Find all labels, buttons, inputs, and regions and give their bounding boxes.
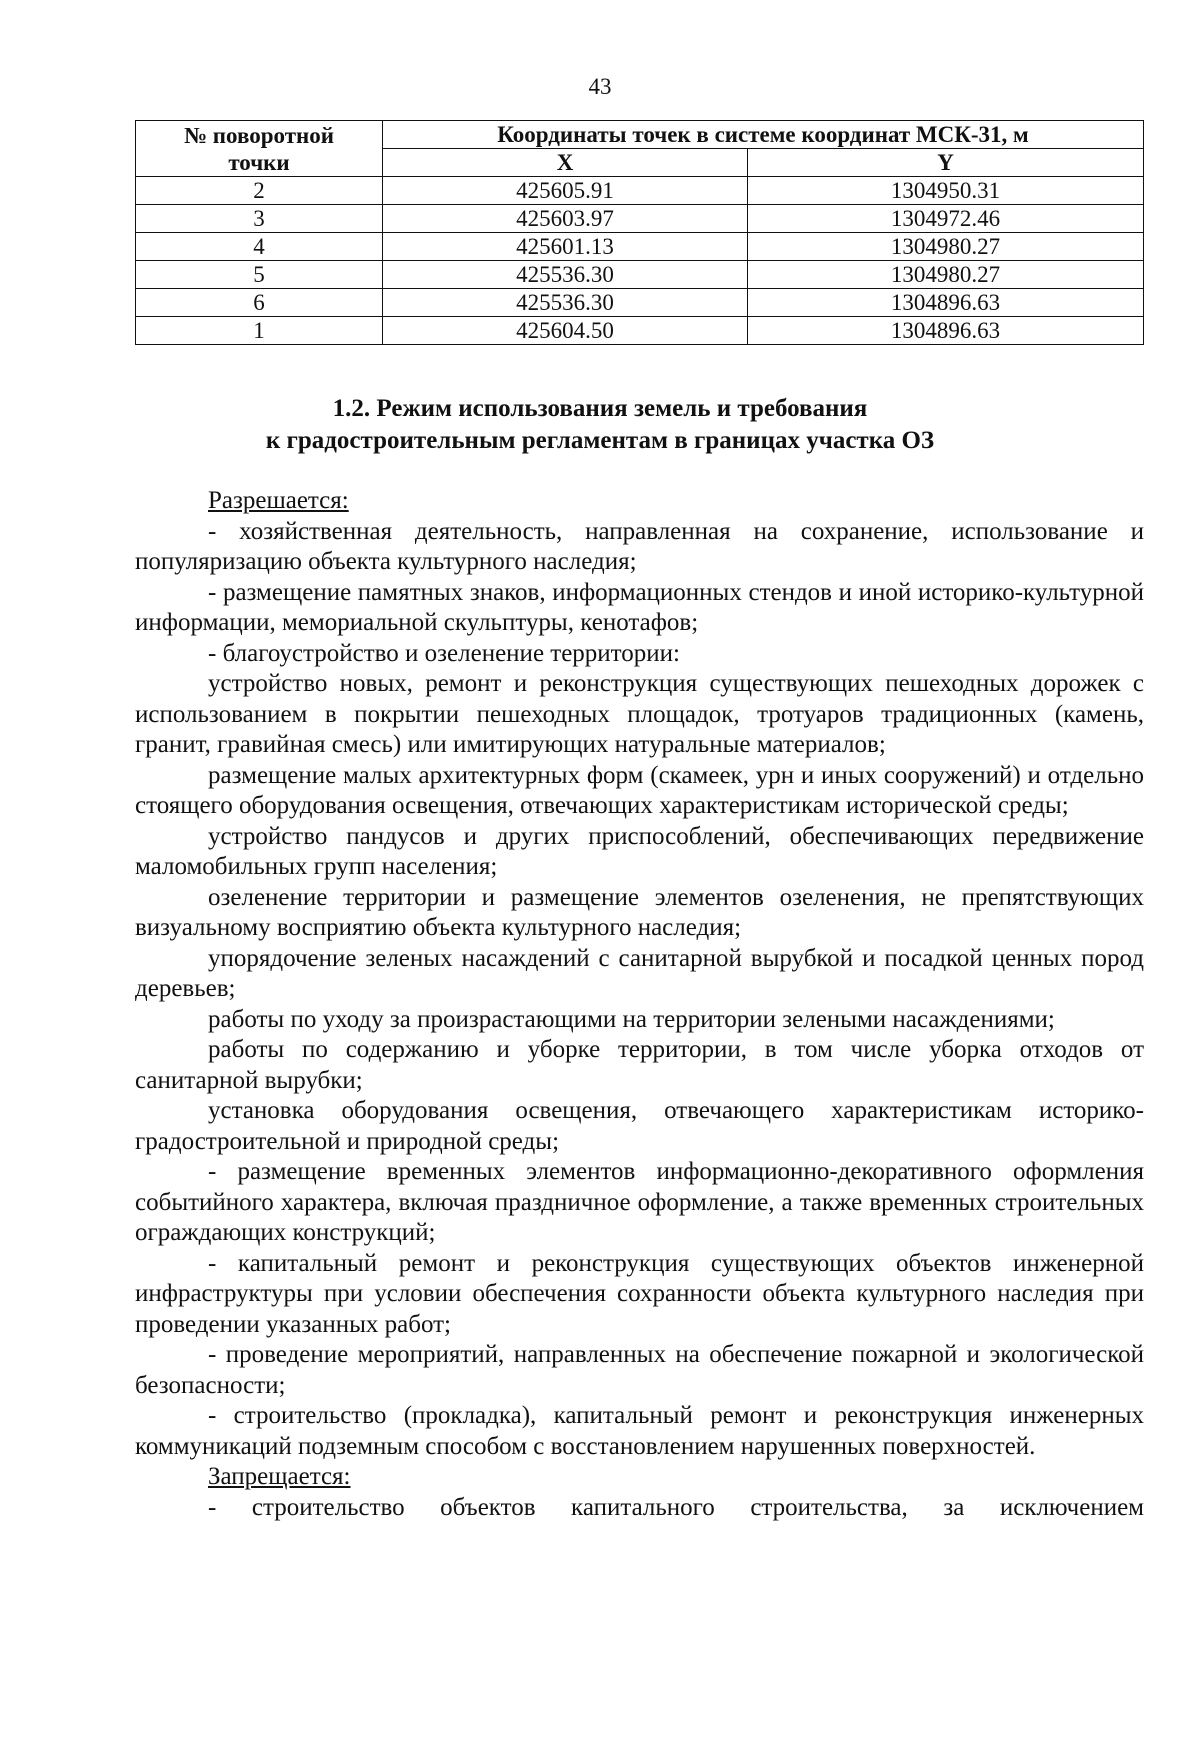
cell-x: 425601.13 (383, 233, 748, 261)
allowed-heading: Разрешается: (208, 487, 349, 514)
cell-x: 425604.50 (383, 317, 748, 345)
cell-point: 6 (136, 289, 383, 317)
cell-y: 1304896.63 (748, 317, 1144, 345)
section-title (0, 393, 1200, 457)
table-row (136, 177, 1144, 205)
cell-y: 1304980.27 (748, 233, 1144, 261)
paragraph: устройство пандусов и других приспособлений, обеспечивающих передвижение маломобильных групп населения; (135, 822, 1144, 880)
header-x: X (383, 149, 748, 177)
paragraph: - размещение временных элементов информационно-декоративного оформления событийного характера, включая праздничное оформление, а также временных строительных ограждающих конструкций; (135, 1158, 1144, 1246)
paragraph: - капитальный ремонт и реконструкция существующих объектов инженерной инфраструктуры при условии обеспечения сохранности объекта культурного наследия при проведении указанных работ; (135, 1249, 1144, 1338)
paragraph: - благоустройство и озеленение территории: (208, 639, 680, 667)
paragraph: работы по содержанию и уборке территории, в том числе уборка отходов от санитарной вырубки; (135, 1036, 1144, 1094)
header-point-number-line2: точки (228, 149, 290, 175)
paragraph: упорядочение зеленых насаждений с санитарной вырубкой и посадкой ценных пород деревьев; (135, 944, 1144, 1002)
page-number: 43 (588, 74, 612, 99)
paragraph: работы по уходу за произрастающими на территории зелеными насаждениями; (208, 1005, 1055, 1033)
cell-point: 2 (136, 177, 383, 205)
paragraph: - хозяйственная деятельность, направленная на сохранение, использование и популяризацию объекта культурного наследия; (135, 517, 1144, 575)
cell-x: 425536.30 (383, 261, 748, 289)
forbidden-heading: Запрещается: (208, 1463, 351, 1490)
cell-point: 4 (136, 233, 383, 261)
body-text (135, 486, 1144, 1523)
paragraph: - размещение памятных знаков, информационных стендов и иной историко-культурной информации, мемориальной скульптуры, кенотафов; (135, 578, 1144, 636)
cell-point: 1 (136, 317, 383, 345)
cell-y: 1304972.46 (748, 205, 1144, 233)
cell-y: 1304896.63 (748, 289, 1144, 317)
header-point-number (136, 121, 383, 177)
section-title-line2: к градостроительным регламентам в границах участка ОЗ (265, 427, 935, 454)
section-title-line1: 1.2. Режим использования земель и требования (332, 395, 868, 422)
cell-x: 425603.97 (383, 205, 748, 233)
table-row (136, 317, 1144, 345)
paragraph: установка оборудования освещения, отвечающего характеристикам историко-градостроительной и природной среды; (135, 1097, 1144, 1155)
paragraph: устройство новых, ремонт и реконструкция существующих пешеходных дорожек с использованием в покрытии пешеходных площадок, тротуаров традиционных (камень, гранит, гравийная смесь) или имитирующих натуральные материалов; (135, 670, 1144, 758)
cell-x: 425605.91 (383, 177, 748, 205)
cell-point: 3 (136, 205, 383, 233)
cell-y: 1304980.27 (748, 261, 1144, 289)
header-point-number-line1: № поворотной (183, 122, 335, 148)
header-y: Y (748, 149, 1144, 177)
header-coordinates: Координаты точек в системе координат МСК-31, м (383, 121, 1144, 149)
coordinates-table (135, 120, 1144, 345)
paragraph: - проведение мероприятий, направленных на обеспечение пожарной и экологической безопасности; (135, 1341, 1144, 1399)
cell-point: 5 (136, 261, 383, 289)
paragraph: - строительство (прокладка), капитальный ремонт и реконструкция инженерных коммуникаций подземным способом с восстановлением нарушенных поверхностей. (135, 1402, 1144, 1460)
cell-y: 1304950.31 (748, 177, 1144, 205)
table-row (136, 233, 1144, 261)
table-row (136, 289, 1144, 317)
cell-x: 425536.30 (383, 289, 748, 317)
table-row (136, 261, 1144, 289)
paragraph: озеленение территории и размещение элементов озеленения, не препятствующих визуальному восприятию объекта культурного наследия; (135, 883, 1144, 941)
paragraph: размещение малых архитектурных форм (скамеек, урн и иных сооружений) и отдельно стоящего оборудования освещения, отвечающих характеристикам исторической среды; (135, 761, 1144, 819)
table-row (136, 205, 1144, 233)
paragraph: - строительство объектов капитального строительства, за исключением (208, 1493, 1144, 1521)
table-header-row (136, 121, 1144, 149)
